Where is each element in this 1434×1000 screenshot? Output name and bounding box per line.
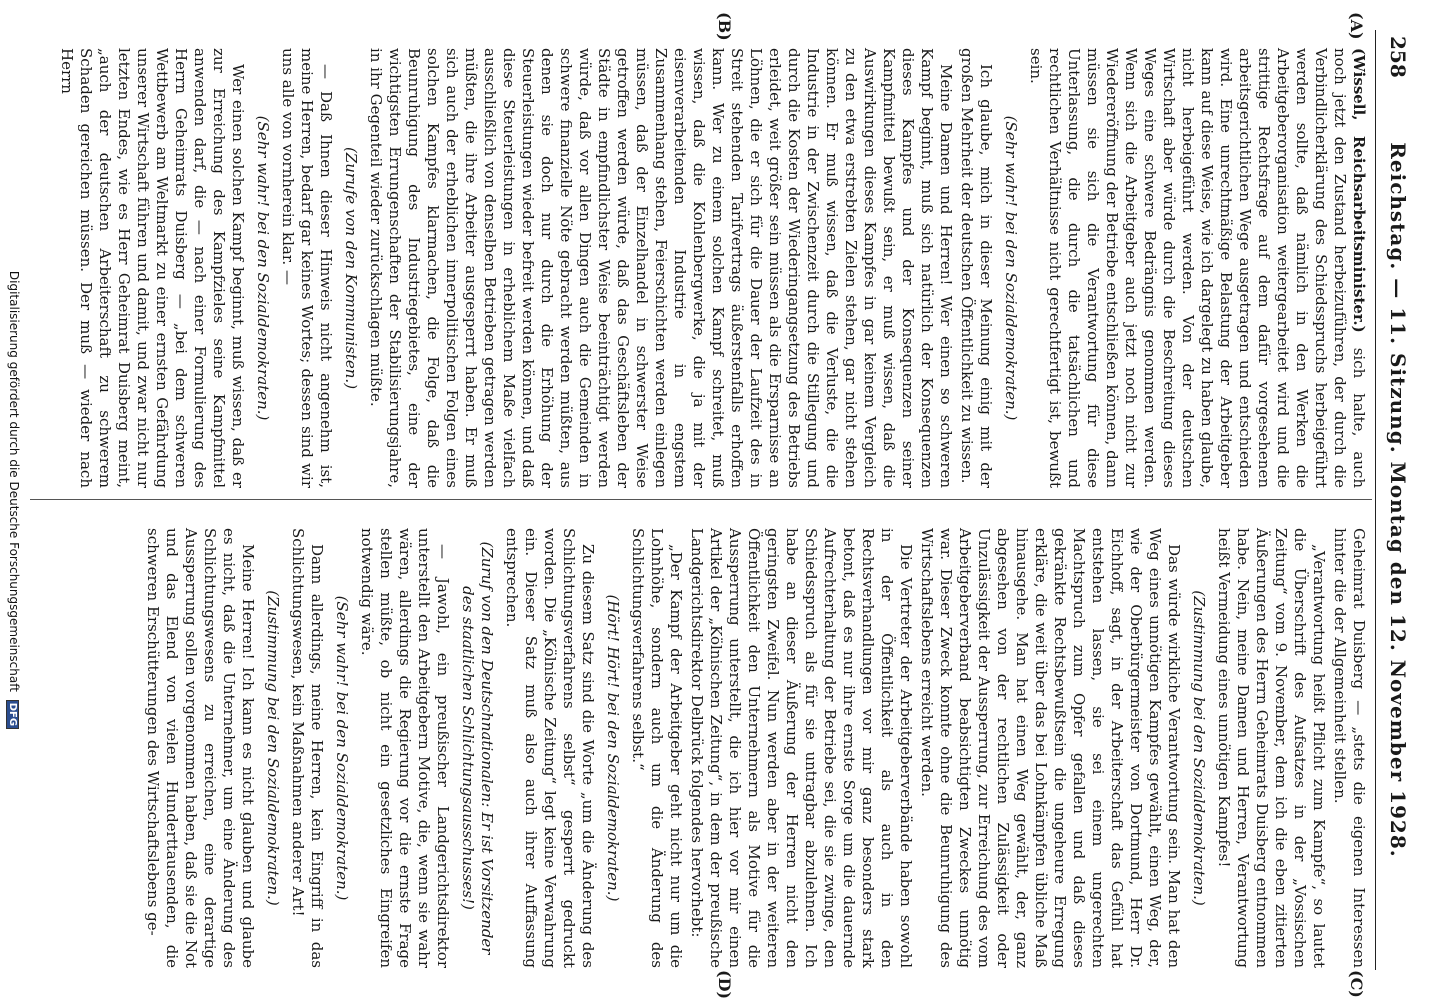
paragraph: Die Vertreter der Arbeitgeberverbände haben sowohl in der Öffentlichkeit als auch in den Rechtsverhandlungen vor mir ganz besonders stark betont, daß es nur ihre ernste Sorge um die dauernde Aufrechterhaltung der Betriebe sei, die sie zwinge, den Schiedsspruch als für sie untragbar abzulehnen. Ich habe an dieser Äußerung der Herren nicht den geringsten Zweifel. Nun werden aber in der weiteren Öffentlichkeit den Unternehmern als Motive für die Aussperrung unterstellt, die ich hier vor mir einen Artikel der „Kölnischen Zeitung“, in dem der preußische Landgerichtsdirektor Delbrück folgendes hervorhebt: (688, 528, 915, 968)
margin-marker-b: (B) (715, 12, 734, 41)
paragraph: Ich glaube, mich in dieser Meinung einig mit der großen Mehrheit der deutschen Öffentlichkeit zu wissen. (958, 48, 995, 488)
interjection: (Sehr wahr! bei den Sozialdemokraten.) (1002, 115, 1020, 421)
page-header (1375, 30, 1416, 970)
interjection: (Zurufe von den Kommunisten.) (342, 146, 360, 390)
left-column (55, 48, 1368, 488)
interjection: (Zuruf von den Deutschnationalen: Er ist Vorsitzender des staatlichen Schlichtungsausschusses!) (459, 541, 496, 955)
paragraph: Meine Herren! Ich kann es nicht glauben und glaube es nicht, daß die Unternehmer, um eine Änderung des Schlichtungswesens zu erreichen, eine derartige Aussperrung sollen vorgenommen haben, daß sie die Not und das Elend von vielen Hunderttausenden, die schweren Erschütterungen des Wirtschaftslebens ge- (144, 528, 257, 968)
column-divider (30, 499, 1372, 500)
interjection: (Zustimmung bei den Sozialdemokraten.) (1190, 590, 1208, 906)
margin-marker-c: (C) (1347, 970, 1366, 998)
paragraph: „Verantwortung heißt Pflicht zum Kampfe“, so lautet die Überschrift des Aufsatzes in der „Vossischen Zeitung“ vom 9. November, dem ich die eben zitierten Äußerungen des Herrn Geheimrats Duisberg entnommen habe. Nein, meine Damen und Herren, Verantwortung heißt Vermeidung eines unnötigen Kampfes! (1215, 528, 1328, 968)
paragraph: — Daß Ihnen dieser Hinweis nicht angenehm ist, meine Herren, bedarf gar keines Wortes; dessen sind wir uns alle von vornherein klar. — (279, 48, 335, 488)
speaker-lead: (Wissell, Reichsarbeitsminister.) (1350, 48, 1368, 333)
credit-text: Digitalisierung gefördert durch die Deutsche Forschungsgemeinschaft (7, 270, 21, 692)
quotation: „Der Kampf der Arbeitgeber geht nicht nur um die Lohnhöhe, sondern auch um die Änderung des Schlichtungsverfahrens selbst.“ (629, 528, 685, 968)
digitization-credit (6, 0, 21, 1000)
interjection: (Sehr wahr! bei den Sozialdemokraten.) (333, 595, 351, 901)
paragraph: Zu diesem Satz sind die Worte „um die Änderung des Schlichtungsverfahrens selbst“ gesperrt gedruckt worden. Die „Kölnische Zeitung“ legt keine Verwahrung ein. Dieser Satz muß also auch ihrer Auffassung entsprechen. (503, 528, 597, 968)
interjection: (Hört! Hört! bei den Sozialdemokraten.) (604, 594, 622, 902)
page-title: Reichstag. — 11. Sitzung. Montag den 12. November 1928. (1386, 142, 1410, 858)
dfg-logo-icon: DFG (6, 700, 19, 729)
paragraph: Das würde wirkliche Verantwortung sein. Man hat den Weg eines unnötigen Kampfes gewählt, einen Weg, der, wie der Oberbürgermeister von Dortmund, Herr Dr. Eichhoff, sagt, in der Arbeiterschaft das Gefühl hat entstehen lassen, sie sei einem ungerechten Machtspruch zum Opfer gefallen und daß dieses gekränkte Rechtsbewußtsein die ungeheure Erregung erkläre, die weit über das bei Lohnkämpfen übliche Maß hinausgehe. Man hat einen Weg gewählt, der, ganz abgesehen von der rechtlichen Zulässigkeit oder Unzulässigkeit der Aussperrung, zur Erreichung des vom Arbeitgeberverband beabsichtigten Zweckes unnötig war. Dieser Zweck konnte ohne die Beunruhigung des Wirtschaftslebens erreicht werden. (918, 528, 1183, 968)
paragraph (1026, 48, 1368, 488)
paragraph: Wer einen solchen Kampf beginnt, muß wissen, daß er zur Erreichung des Kampfzieles seine Kampfmittel anwenden darf, die — nach einer Formulierung des Herrn Geheimrats Duisberg — „bei dem schweren Wettbewerb am Weltmarkt zu einer ernsten Gefährdung unserer Wirtschaft führen und damit, und zwar nicht nur letzten Endes, wie es Herr Geheimrat Duisberg meint, „auch der deutschen Arbeiterschaft zu schwerem Schaden gereichen müssen. Der muß — wieder nach Herrn (58, 48, 247, 488)
paragraph-text: sich halte, auch noch jetzt den Zustand herbeizuführen, der durch die Verbindlicherklärung des Schiedsspruchs herbeigeführt werden sollte, daß nämlich in den Werken die Arbeitgeberorganisation weitergearbeitet wird und die strittige Rechtsfrage auf dem dafür vorgesehenen arbeitsgerichtlichen Wege ausgetragen und entschieden wird. Eine unrechtmäßige Belastung der Arbeitgeber kann auf diese Weise, wie ich dargelegt zu haben glaube, nicht herbeigeführt werden. Von der deutschen Wirtschaft aber würde durch die Beschreitung dieses Weges eine schwere Bedrängnis genommen werden. Wenn sich die Arbeitgeber auch jetzt noch nicht zur Wiedereröffnung der Betriebe entschließen können, dann müssen sie sich die Verantwortung für diese Unterlassung, die durch die tatsächlichen und rechtlichen Verhältnisse nicht gerechtfertigt ist, bewußt sein. (1027, 48, 1368, 488)
page-number: 258 (1386, 36, 1410, 78)
interjection: (Zustimmung bei den Sozialdemokraten.) (264, 590, 282, 906)
interjection: (Sehr wahr! bei den Sozialdemokraten.) (254, 115, 272, 421)
right-column (141, 528, 1368, 968)
paragraph: — Jawohl, ein preußischer Landgerichtsdirektor unterstellt den Arbeitgebern Motive, die, wenn sie wahr wären, allerdings die Regierung vor die ernste Frage stellen müßte, ob nicht ein gesetzliches Eingreifen notwendig wäre. (358, 528, 452, 968)
margin-marker-a: (A) (1347, 12, 1366, 40)
margin-marker-d: (D) (715, 970, 734, 1000)
paragraph: Dann allerdings, meine Herren, kein Eingriff in das Schlichtungswesen, kein Maßnahmen anderer Art! (289, 528, 326, 968)
paragraph: Geheimrat Duisberg — „stets die eigenen Interessen hinter die der Allgemeinheit stellen. (1331, 528, 1368, 968)
paragraph: Meine Damen und Herren! Wer einen so schweren Kampf beginnt, muß sich natürlich der Konsequenzen dieses Kampfes und der Konsequenzen seiner Kampfmittel bewußt sein, er muß wissen, daß die Auswirkungen dieses Kampfes in gar keinem Vergleich zu den etwa erstrebten Zielen stehen, gar nicht stehen können. Er muß wissen, daß die Verluste, die die Industrie in der Zwischenzeit durch die Stillegung und durch die Kosten der Wiederingangsetzung des Betriebs erleidet, weit größer sein müssen als die Ersparnisse an Löhnen, die er sich für die Dauer der Laufzeit des in Streit stehenden Tarifvertrags äußerstenfalls erhoffen kann. Wer zu einem solchen Kampf schreitet, muß wissen, daß die Kohlenbergwerke, die ja mit der eisenverarbeitenden Industrie in engstem Zusammenhang stehen, Feierschichten werden einlegen müssen, daß der Einzelhandel in schwerster Weise getroffen werden würde, daß das Geschäftsleben der Städte in empfindlichster Weise beeinträchtigt werden würde, daß vor allen Dingen auch die Gemeinden in schwere finanzielle Nöte gebracht werden müßten, aus denen sie doch nur durch die Erhöhung der Steuerleistungen wieder befreit werden können, und daß diese Steuerleistungen in erheblichem Maße vielfach ausschließlich von denselben Betrieben getragen werden müßten, die ihre Arbeiter ausgesperrt haben. Er muß sich auch der erheblichen innerpolitischen Folgen eines solchen Kampfes klarmachen, die Folge, daß die Beunruhigung des Industriegebietes, eine der wichtigsten Errungenschaften der Stabilisierungsjahre, in ihr Gegenteil wieder zurückschlagen müßte. (367, 48, 955, 488)
